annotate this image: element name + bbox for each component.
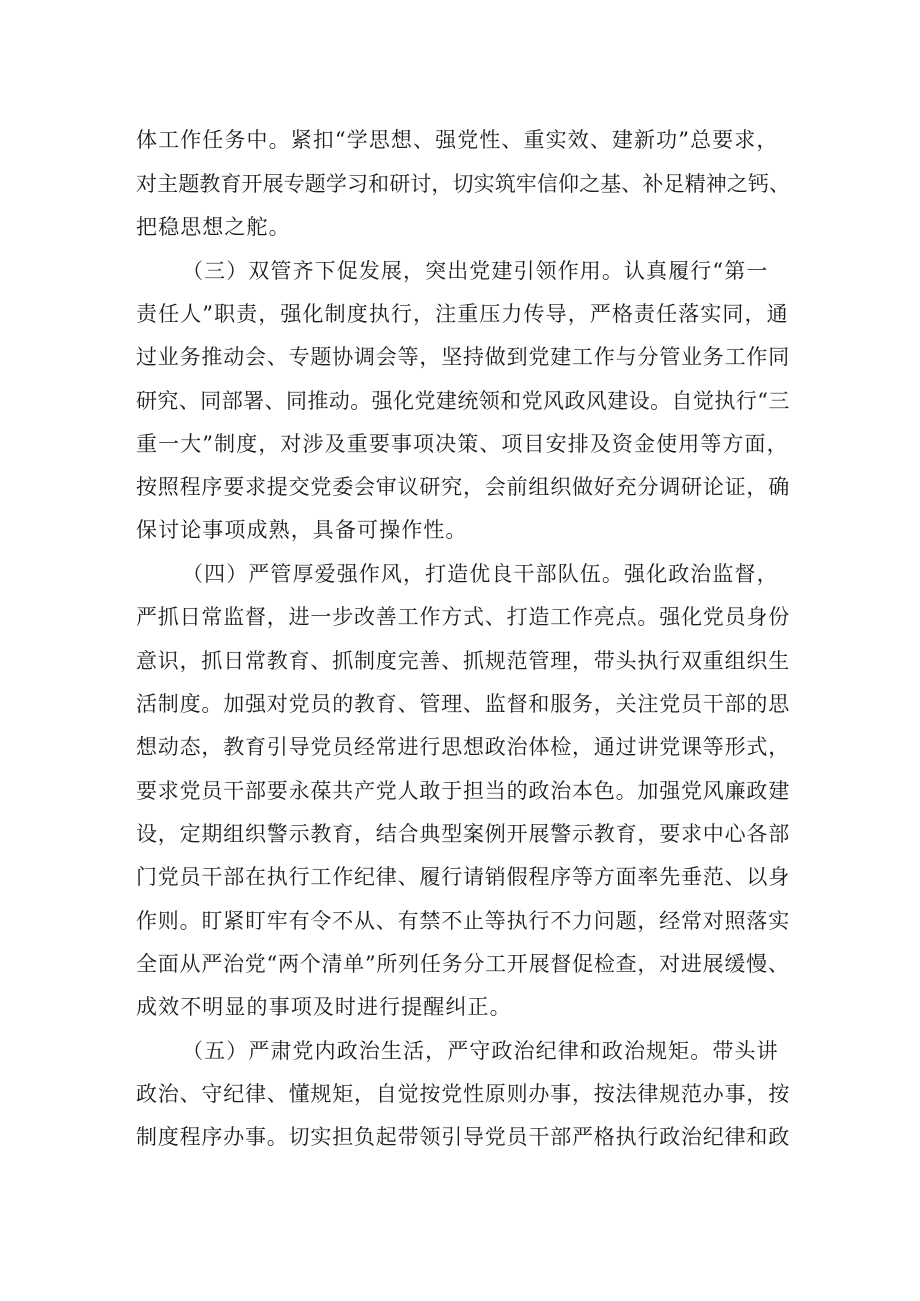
text-line: 对主题教育开展专题学习和研讨，切实筑牢信仰之基、补足精神之钙、 — [136, 172, 791, 196]
text-line: 政治、守纪律、懂规矩，自觉按党性原则办事，按法律规范办事，按 — [136, 1082, 790, 1106]
text-line: 责任人”职责，强化制度执行，注重压力传导，严格责任落实同，通 — [136, 302, 789, 326]
text-line: 严抓日常监督，进一步改善工作方式、打造工作亮点。强化党员身份 — [136, 605, 790, 629]
text-line: 制度程序办事。切实担负起带领引导党员干部严格执行政治纪律和政 — [136, 1125, 790, 1149]
text-line: 体工作任务中。紧扣“学思想、强党性、重实效、建新功”总要求， — [136, 128, 779, 152]
text-line: 作则。盯紧盯牢有令不从、有禁不止等执行不力问题，经常对照落实 — [136, 909, 790, 933]
section-heading-five: （五）严肃党内政治生活，严守政治纪律和政治规矩。带头讲 — [182, 1039, 779, 1063]
text-line: 想动态，教育引导党员经常进行思想政治体检，通过讲党课等形式， — [136, 735, 790, 759]
text-line: 意识，抓日常教育、抓制度完善、抓规范管理，带头执行双重组织生 — [136, 649, 790, 673]
text-line: 保讨论事项成熟，具备可操作性。 — [136, 518, 468, 542]
text-line: 成效不明显的事项及时进行提醒纠正。 — [136, 995, 512, 1019]
section-heading-four: （四）严管厚爱强作风，打造优良干部队伍。强化政治监督， — [182, 562, 779, 586]
text-line: 设，定期组织警示教育，结合典型案例开展警示教育，要求中心各部 — [136, 822, 790, 846]
text-line: 把稳思想之舵。 — [136, 215, 291, 239]
text-line: 按照程序要求提交党委会审议研究，会前组织做好充分调研论证，确 — [136, 475, 790, 499]
text-line: 全面从严治党“两个清单”所列任务分工开展督促检查，对进展缓慢、 — [136, 952, 790, 976]
section-heading-three: （三）双管齐下促发展，突出党建引领作用。认真履行“第一 — [182, 259, 769, 283]
text-line: 门党员干部在执行工作纪律、履行请销假程序等方面率先垂范、以身 — [136, 865, 790, 889]
text-line: 研究、同部署、同推动。强化党建统领和党风政风建设。自觉执行“三 — [136, 389, 790, 413]
text-line: 重一大”制度，对涉及重要事项决策、项目安排及资金使用等方面， — [136, 432, 789, 456]
text-line: 要求党员干部要永葆共产党人敢于担当的政治本色。加强党风廉政建 — [136, 779, 790, 803]
text-line: 活制度。加强对党员的教育、管理、监督和服务，关注党员干部的思 — [136, 692, 790, 716]
text-line: 过业务推动会、专题协调会等，坚持做到党建工作与分管业务工作同 — [136, 345, 790, 369]
